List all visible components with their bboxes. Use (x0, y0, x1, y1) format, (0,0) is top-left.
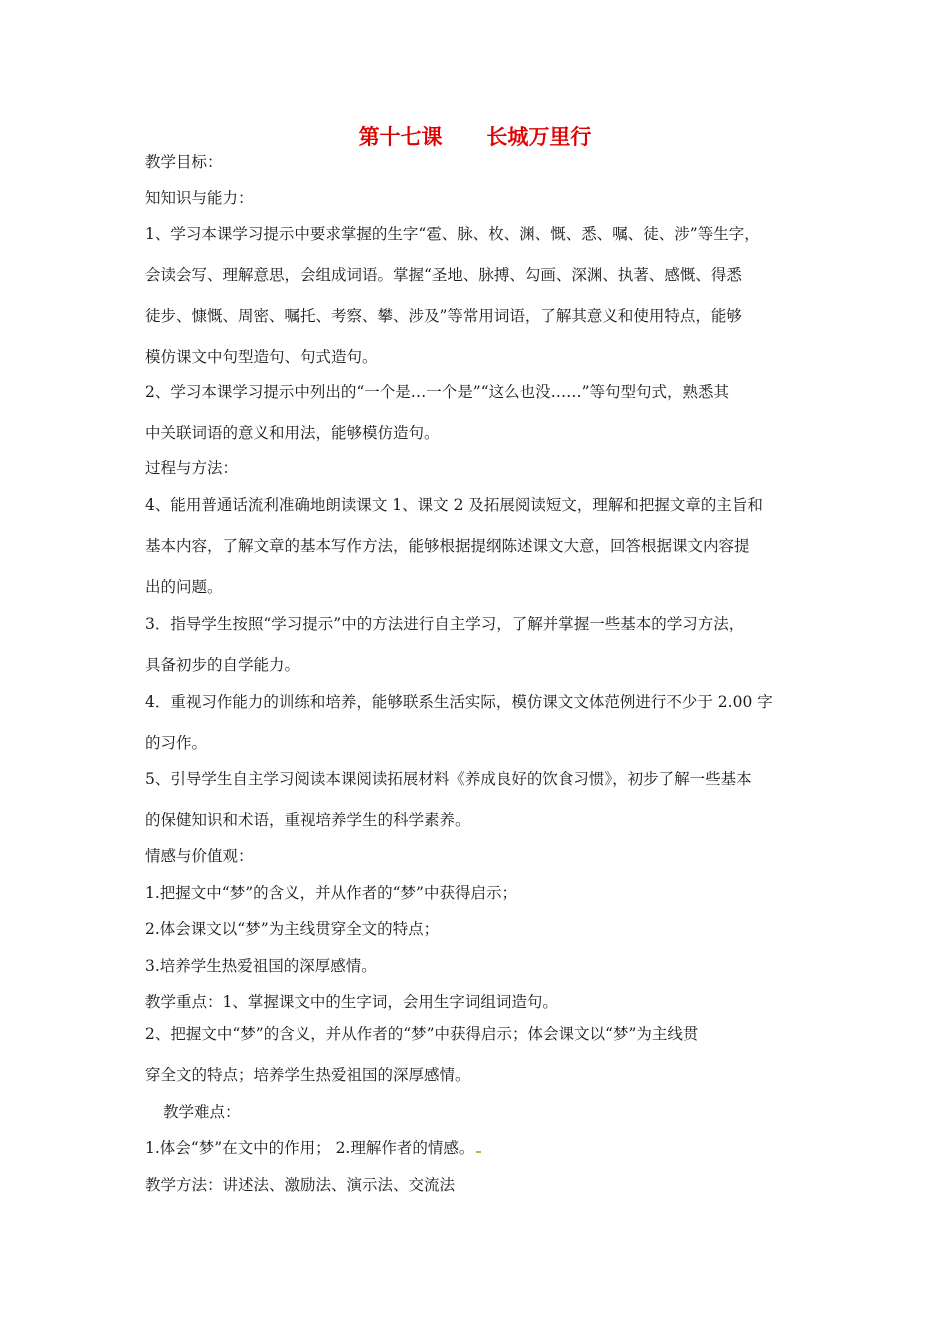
heading-emotion-values: 情感与价值观： (145, 847, 254, 865)
paragraph-line: 具备初步的自学能力。 (145, 656, 301, 674)
paragraph-line: 2、把握文中“梦”的含义，并从作者的“梦”中获得启示；体会课文以“梦”为主线贯 (145, 1025, 699, 1043)
paragraph-line: 徒步、慷慨、周密、嘱托、考察、攀、涉及”等常用词语，了解其意义和使用特点，能够 (145, 307, 742, 325)
paragraph-line: 3．指导学生按照“学习提示”中的方法进行自主学习，了解并掌握一些基本的学习方法， (145, 615, 745, 633)
heading-key-points: 教学重点：1、掌握课文中的生字词，会用生字词组词造句。 (145, 993, 558, 1011)
list-item (145, 1136, 481, 1160)
paragraph-line: 5、引导学生自主学习阅读本课阅读拓展材料《养成良好的饮食习惯》，初步了解一些基本 (145, 770, 752, 788)
heading-teaching-goals: 教学目标： (145, 153, 223, 171)
list-item: 1.把握文中“梦”的含义，并从作者的“梦”中获得启示； (145, 884, 517, 902)
paragraph-line: 穿全文的特点；培养学生热爱祖国的深厚感情。 (145, 1066, 471, 1084)
list-item: 3.培养学生热爱祖国的深厚感情。 (145, 957, 377, 975)
paragraph-line: 模仿课文中句型造句、句式造句。 (145, 348, 378, 366)
revision-mark-icon (476, 1151, 481, 1153)
heading-process-method: 过程与方法： (145, 459, 239, 477)
paragraph-line: 的保健知识和术语，重视培养学生的科学素养。 (145, 811, 471, 829)
paragraph-line: 中关联词语的意义和用法，能够模仿造句。 (145, 424, 440, 442)
paragraph-line: 出的问题。 (145, 578, 223, 596)
paragraph-line: 4．重视习作能力的训练和培养，能够联系生活实际，模仿课文文体范例进行不少于 2.00 字 (145, 693, 773, 711)
heading-difficult-points: 教学难点： (163, 1103, 241, 1121)
list-item: 2.体会课文以“梦”为主线贯穿全文的特点； (145, 920, 440, 938)
heading-knowledge-ability: 知知识与能力： (145, 189, 254, 207)
teaching-methods-line: 教学方法：讲述法、激励法、演示法、交流法 (145, 1176, 456, 1194)
paragraph-line: 1、学习本课学习提示中要求掌握的生字“雹、脉、枚、渊、慨、悉、嘱、徒、涉”等生字， (145, 225, 760, 243)
paragraph-line: 2、学习本课学习提示中列出的“一个是…一个是”“这么也没……”等句型句式，熟悉其 (145, 383, 730, 401)
paragraph-line: 4、能用普通话流利准确地朗读课文 1、课文 2 及拓展阅读短文，理解和把握文章的主旨和 (145, 496, 763, 514)
paragraph-line: 会读会写、理解意思，会组成词语。掌握“圣地、脉搏、勾画、深渊、执著、感慨、得悉 (145, 266, 742, 284)
paragraph-line: 基本内容，了解文章的基本写作方法，能够根据提纲陈述课文大意，回答根据课文内容提 (145, 537, 750, 555)
document-title: 第十七课 长城万里行 (358, 124, 592, 149)
paragraph-line: 的习作。 (145, 734, 208, 752)
difficult-points-text: 1.体会“梦”在文中的作用； 2.理解作者的情感。 (145, 1139, 475, 1157)
